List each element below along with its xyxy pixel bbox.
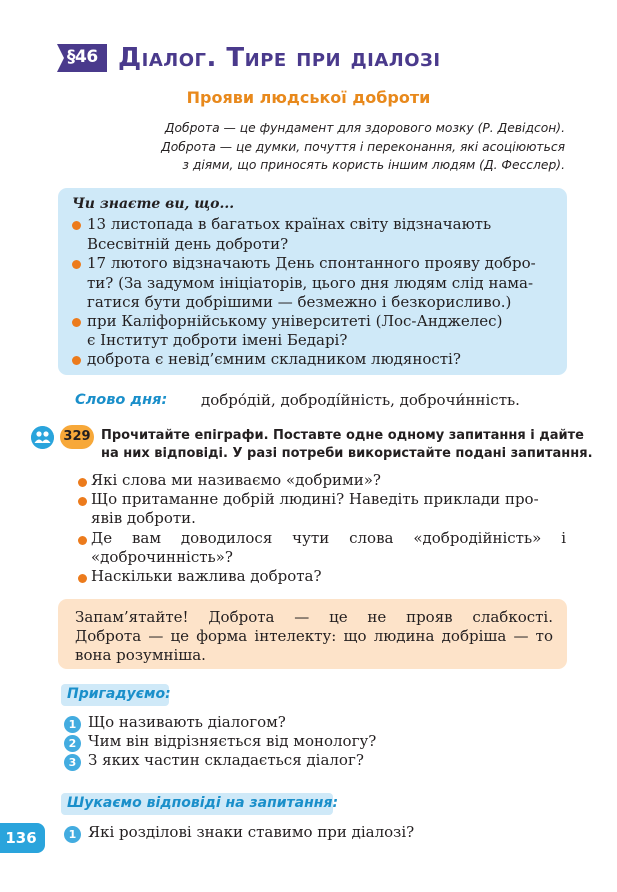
question-line: «доброчинність»? xyxy=(91,548,233,566)
remember-line: Запам’ятайте! Доброта — це не прояв слабкості. xyxy=(75,608,553,626)
page-number: 136 xyxy=(5,829,37,847)
exercise-number: 329 xyxy=(63,429,91,444)
question-line: Наскільки важлива доброта? xyxy=(91,567,322,585)
remember-line: Доброта — це форма інтелекту: що людина добріша — то xyxy=(75,627,553,645)
topic-title: Прояви людської доброти xyxy=(186,88,431,107)
fact-line: гатися бути добрішими — безмежно і безкорисливо.) xyxy=(87,293,512,311)
fact-line: ти? (За задумом ініціаторів, цього дня людям слід нама- xyxy=(87,274,534,292)
question-line: Що притаманне добрій людині? Наведіть приклади про- xyxy=(91,490,539,508)
fact-line: при Каліфорнійському університеті (Лос-Анджелес) xyxy=(87,312,503,330)
bullet-icon xyxy=(78,478,87,487)
pair-work-icon xyxy=(31,426,54,449)
fact-line: доброта є невід’ємним складником людяності? xyxy=(87,350,461,368)
recall-question: Що називають діалогом? xyxy=(88,713,286,731)
exercise-task: Прочитайте епіграфи. Поставте одне одному запитання і дайте xyxy=(101,428,584,443)
number-icon: 3 xyxy=(64,754,81,771)
exercise-task: на них відповіді. У разі потреби використайте подані запитання. xyxy=(101,446,593,461)
section-number: §46 xyxy=(67,47,98,67)
recall-question: З яких частин складається діалог? xyxy=(88,751,364,769)
epigraph-line: Доброта — це фундамент для здорового мозку (Р. Девідсон). xyxy=(164,121,565,135)
facts-heading: Чи знаєте ви, що... xyxy=(72,196,235,212)
epigraph-line: з діями, що приносять користь іншим людям (Д. Фесслер). xyxy=(182,158,565,172)
chapter-title: Діалог. Тире при діалозі xyxy=(118,43,441,73)
question-line: явів доброти. xyxy=(91,509,196,527)
bullet-icon xyxy=(72,356,81,365)
recall-question: Чим він відрізняється від монологу? xyxy=(88,732,377,750)
fact-line: Всесвітній день доброти? xyxy=(87,235,289,253)
bullet-icon xyxy=(72,318,81,327)
remember-line: вона розумніша. xyxy=(75,646,206,664)
bullet-icon xyxy=(78,497,87,506)
word-of-day-label: Слово дня: xyxy=(75,392,168,408)
search-label: Шукаємо відповіді на запитання: xyxy=(67,795,339,811)
fact-line: 17 лютого відзначають День спонтанного прояву добро- xyxy=(87,254,536,272)
fact-line: є Інститут доброти імені Бедарі? xyxy=(87,331,348,349)
search-question: Які розділові знаки ставимо при діалозі? xyxy=(88,823,415,841)
bullet-icon xyxy=(78,574,87,583)
epigraph-line: Доброта — це думки, почуття і переконання, які асоціюються xyxy=(161,140,565,154)
question-line: Які слова ми називаємо «добрими»? xyxy=(91,471,381,489)
bullet-icon xyxy=(72,221,81,230)
number-icon: 1 xyxy=(64,826,81,843)
question-line: Де вам доводилося чути слова «добродійність» і xyxy=(91,529,566,547)
number-icon: 1 xyxy=(64,716,81,733)
bullet-icon xyxy=(72,260,81,269)
number-icon: 2 xyxy=(64,735,81,752)
recall-label: Пригадуємо: xyxy=(67,686,171,702)
word-of-day-text: добро́дій, добродíйність, доброчи́нність. xyxy=(201,391,520,409)
fact-line: 13 листопада в багатьох країнах світу відзначають xyxy=(87,215,492,233)
bullet-icon xyxy=(78,536,87,545)
